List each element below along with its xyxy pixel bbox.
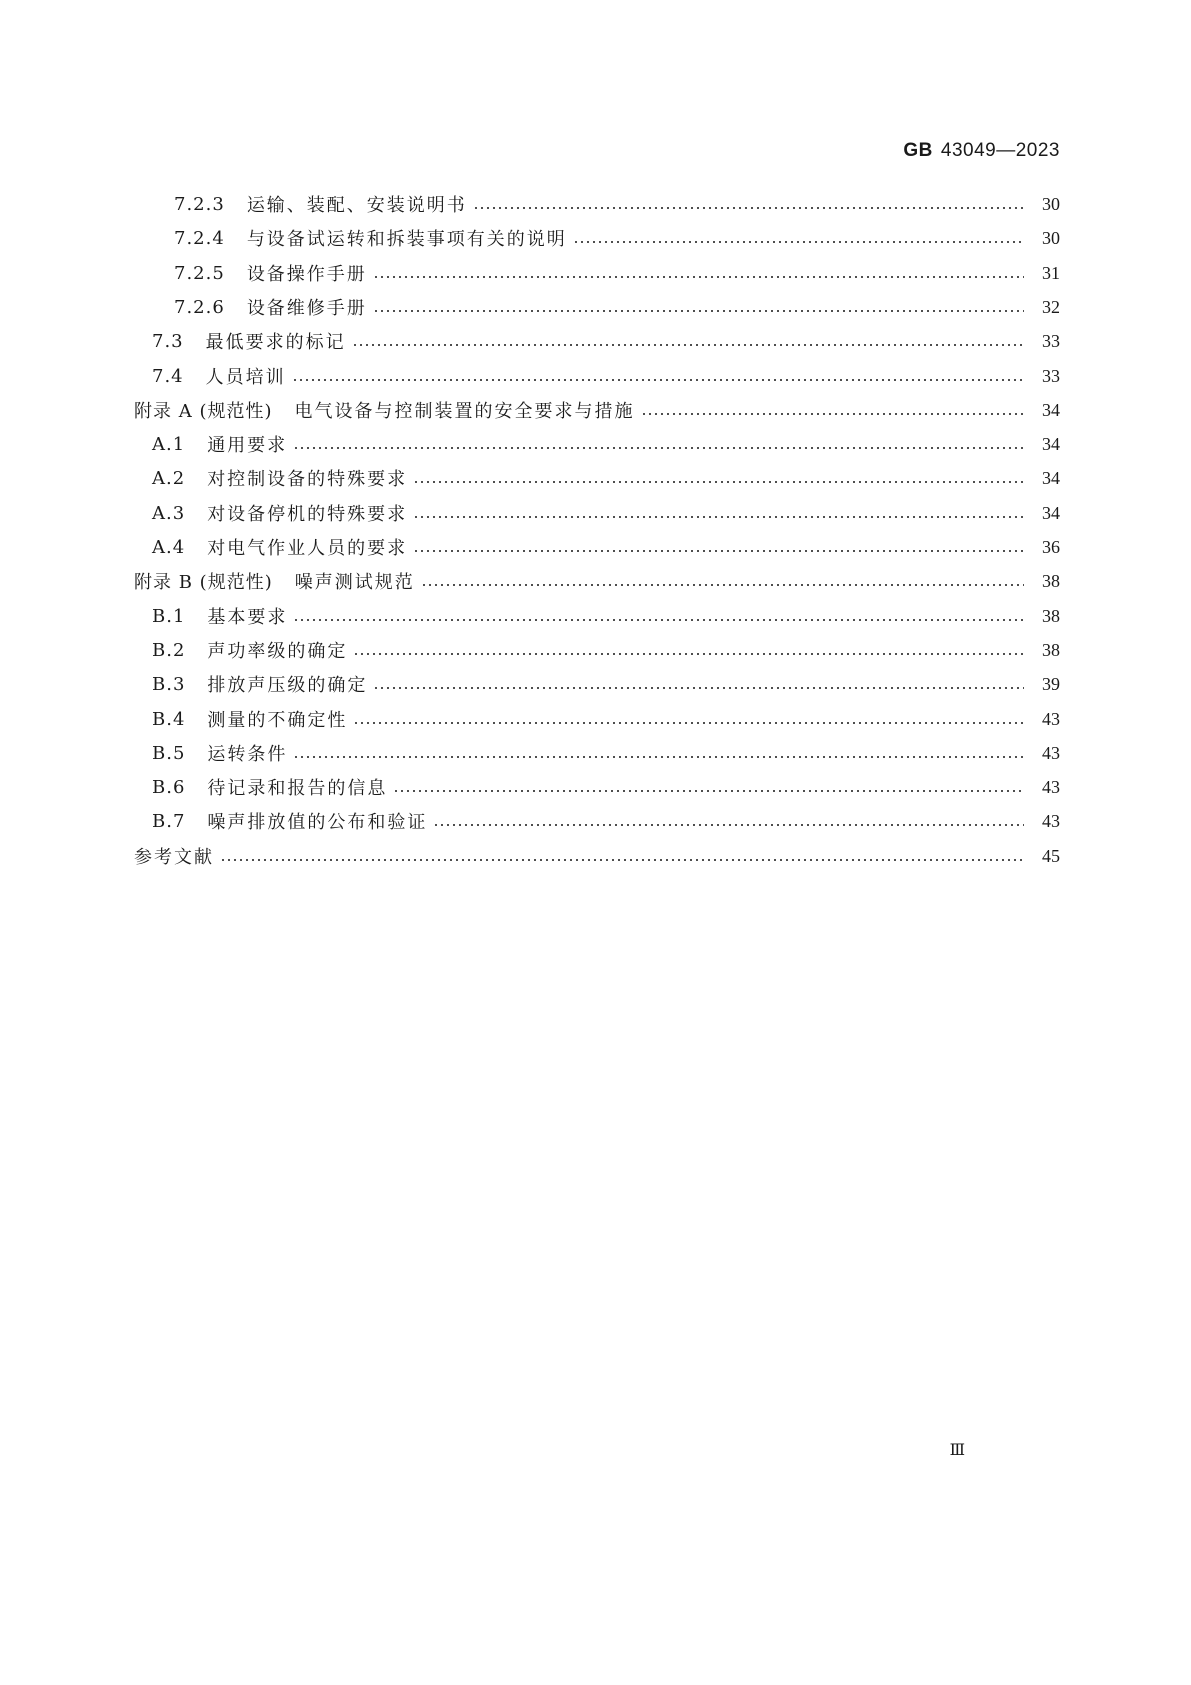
toc-entry-title: 测量的不确定性 [207,710,348,731]
toc-entry[interactable] [0,533,1191,561]
toc-entry-title: 运转条件 [207,744,288,765]
toc-entry-title: 设备维修手册 [246,298,367,319]
toc-entry-number: 7.2.6 [174,296,225,318]
toc-entry-page: 32 [1042,296,1060,317]
toc-entry[interactable] [0,773,1191,801]
toc-entry-number: A.4 [152,536,186,558]
toc-entry[interactable] [0,602,1191,630]
toc-entry[interactable] [0,499,1191,527]
toc-entry-number: 7.2.3 [174,193,225,215]
toc-dot-leader [353,636,1024,664]
toc-dot-leader [393,773,1024,801]
toc-entry-page: 30 [1042,193,1060,214]
toc-entry[interactable] [0,464,1191,492]
toc-entry[interactable] [0,224,1191,252]
toc-entry-number: B.5 [152,742,186,764]
toc-entry-page: 38 [1042,639,1060,660]
toc-entry[interactable] [0,670,1191,698]
toc-entry-number: 7.4 [152,365,184,387]
toc-entry-page: 33 [1042,330,1060,351]
toc-entry[interactable] [0,259,1191,287]
toc-entry-title: 待记录和报告的信息 [207,778,388,799]
toc-entry-page: 38 [1042,605,1060,626]
toc-entry-number: B.3 [152,673,186,695]
toc-entry[interactable] [0,190,1191,218]
toc-entry-page: 36 [1042,536,1060,557]
toc-dot-leader [293,430,1024,458]
page-number: Ⅲ [949,1442,965,1459]
toc-dot-leader [292,362,1024,390]
toc-entry-title: 通用要求 [207,435,288,456]
toc-entry-page: 33 [1042,365,1060,386]
toc-entry-number: B.2 [152,639,186,661]
toc-entry-title: 人员培训 [205,367,286,388]
toc-entry[interactable] [0,396,1191,424]
toc-entry-page: 34 [1042,399,1060,420]
toc-dot-leader [220,842,1024,870]
toc-entry-title: 与设备试运转和拆装事项有关的说明 [246,229,567,250]
toc-entry[interactable] [0,636,1191,664]
toc-dot-leader [353,705,1024,733]
toc-entry[interactable] [0,705,1191,733]
toc-dot-leader [433,807,1024,835]
toc-dot-leader [413,533,1024,561]
toc-entry-title: 参考文献 [134,847,214,868]
toc-entry-page: 34 [1042,467,1060,488]
toc-entry-number: 7.2.5 [174,262,225,284]
toc-entry[interactable] [0,807,1191,835]
standard-prefix: GB [903,140,933,161]
toc-entry[interactable] [0,362,1191,390]
standard-number: 43049—2023 [940,140,1060,161]
toc-entry-page: 31 [1042,262,1060,283]
toc-entry[interactable] [0,842,1191,870]
toc-entry-page: 39 [1042,673,1060,694]
toc-entry-number: A.1 [152,433,186,455]
toc-entry-title: 运输、装配、安装说明书 [246,195,467,216]
toc-entry-title: 基本要求 [207,607,288,628]
toc-entry[interactable] [0,739,1191,767]
toc-entry-number: 7.3 [152,330,184,352]
toc-entry-title: 最低要求的标记 [205,332,346,353]
toc-entry-page: 34 [1042,502,1060,523]
standard-code-header [903,140,1060,162]
toc-entry-number: A.2 [152,467,186,489]
toc-entry[interactable] [0,567,1191,595]
toc-dot-leader [373,670,1024,698]
toc-entry-page: 30 [1042,227,1060,248]
toc-entry-number: 7.2.4 [174,227,225,249]
toc-dot-leader [373,259,1024,287]
toc-entry-number: B.1 [152,605,186,627]
toc-entry-page: 38 [1042,570,1060,591]
toc-dot-leader [573,224,1024,252]
toc-entry-number: 附录 B (规范性) [134,572,273,593]
toc-dot-leader [413,464,1024,492]
toc-entry-page: 34 [1042,433,1060,454]
toc-entry[interactable] [0,327,1191,355]
toc-dot-leader [641,396,1025,424]
toc-entry-number: 附录 A (规范性) [134,401,273,422]
toc-dot-leader [293,602,1024,630]
toc-entry-title: 对设备停机的特殊要求 [207,504,408,525]
toc-entry-number: B.6 [152,776,186,798]
toc-entry-number: A.3 [152,502,186,524]
toc-entry-number: B.7 [152,810,186,832]
toc-entry-title: 噪声排放值的公布和验证 [207,812,428,833]
toc-entry-page: 45 [1042,845,1060,866]
toc-dot-leader [421,567,1024,595]
toc-entry-title: 排放声压级的确定 [207,675,368,696]
toc-dot-leader [352,327,1024,355]
toc-entry-title: 设备操作手册 [246,264,367,285]
toc-entry-number: B.4 [152,708,186,730]
toc-dot-leader [293,739,1024,767]
toc-entry-page: 43 [1042,810,1060,831]
toc-dot-leader [413,499,1024,527]
toc-entry-title: 对控制设备的特殊要求 [207,469,408,490]
toc-entry-page: 43 [1042,742,1060,763]
toc-entry-title: 对电气作业人员的要求 [207,538,408,559]
toc-entry[interactable] [0,293,1191,321]
toc-entry-title: 电气设备与控制装置的安全要求与措施 [294,401,635,422]
toc-entry-page: 43 [1042,776,1060,797]
toc-dot-leader [373,293,1024,321]
toc-entry[interactable] [0,430,1191,458]
toc-dot-leader [473,190,1024,218]
toc-entry-title: 噪声测试规范 [294,572,415,593]
toc-entry-title: 声功率级的确定 [207,641,348,662]
toc-entry-page: 43 [1042,708,1060,729]
